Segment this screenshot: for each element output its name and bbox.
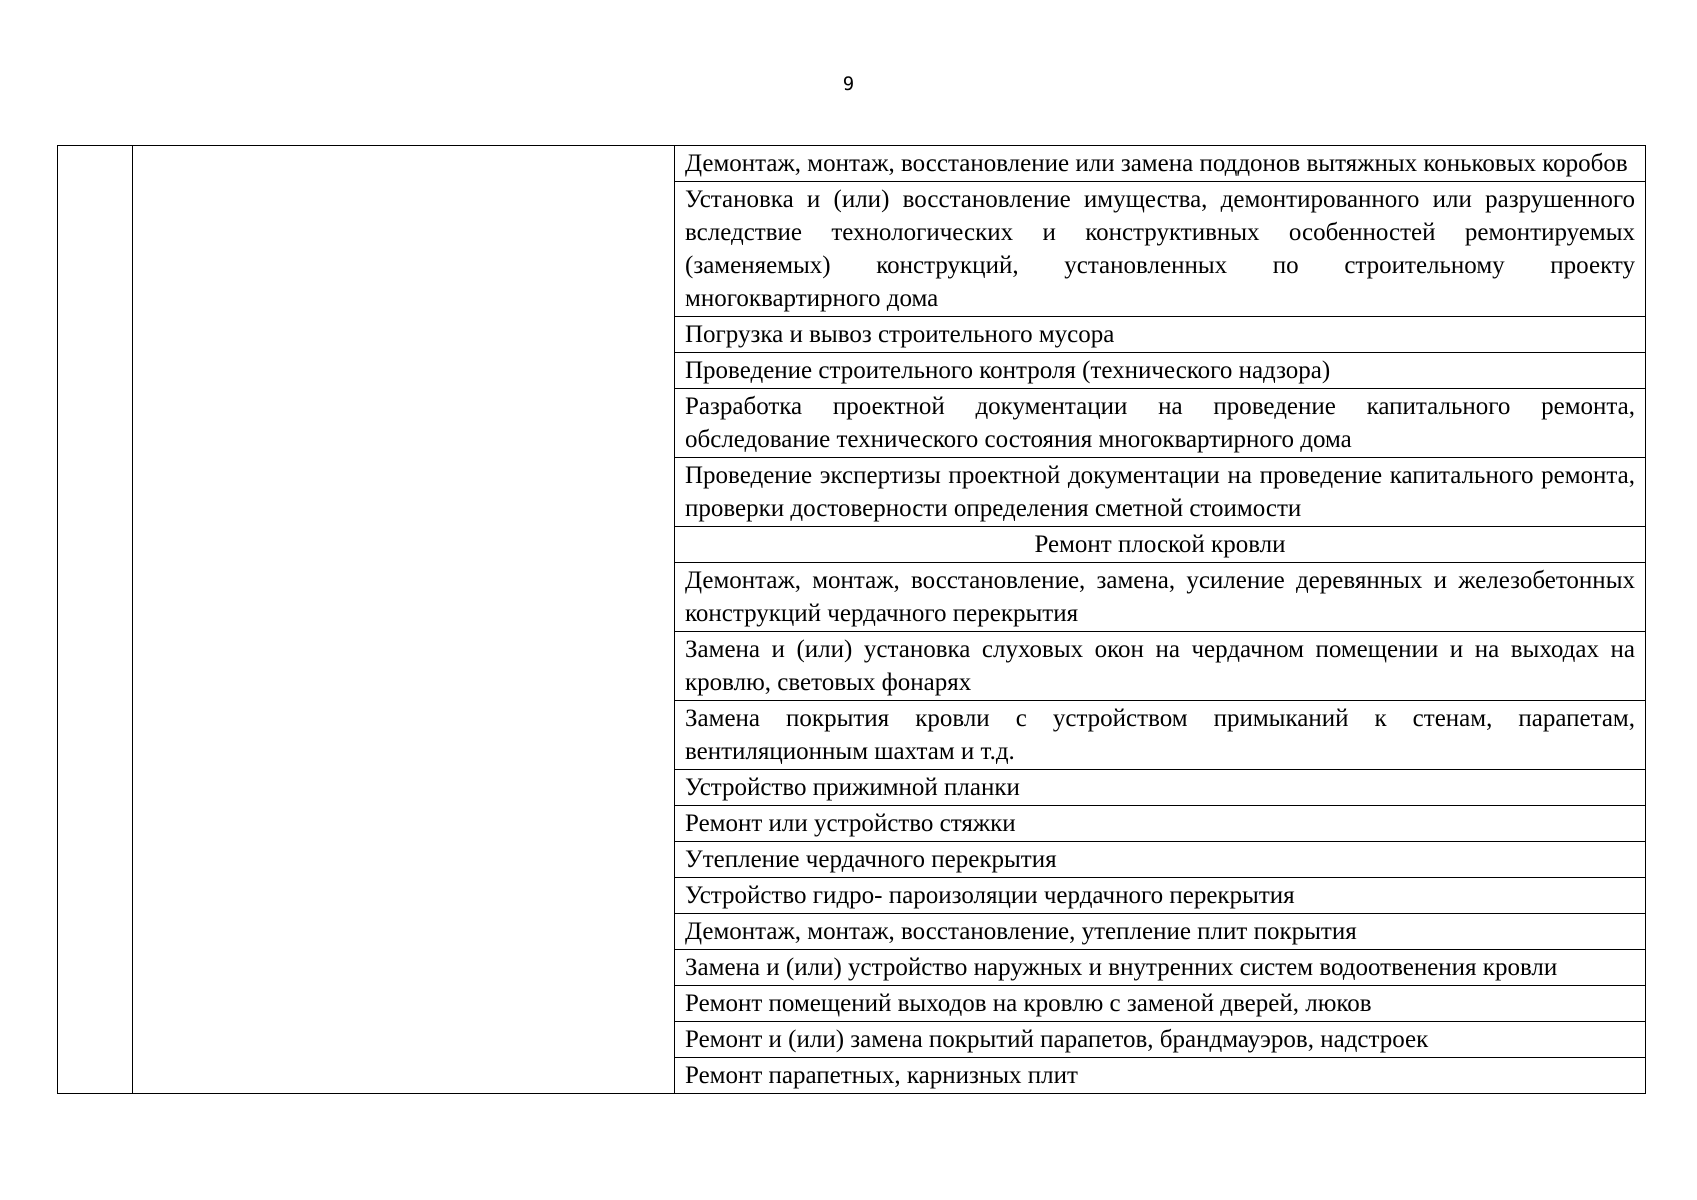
page-number: 9 [842, 73, 855, 95]
work-type-cell: Ремонт и (или) замена покрытий парапетов, брандмауэров, надстроек [675, 1022, 1646, 1058]
section-heading-cell: Ремонт плоской кровли [675, 527, 1646, 563]
work-type-cell: Проведение строительного контроля (технического надзора) [675, 353, 1646, 389]
work-type-cell: Проведение экспертизы проектной документации на проведение капитального ремонта, проверки достоверности определения сметной стоимости [675, 458, 1646, 527]
element-name-cell [133, 146, 675, 1094]
works-table [57, 145, 1646, 1094]
work-type-cell: Устройство гидро- пароизоляции чердачного перекрытия [675, 878, 1646, 914]
work-type-cell: Ремонт парапетных, карнизных плит [675, 1058, 1646, 1094]
work-type-cell: Ремонт помещений выходов на кровлю с заменой дверей, люков [675, 986, 1646, 1022]
work-type-cell: Демонтаж, монтаж, восстановление, утепление плит покрытия [675, 914, 1646, 950]
work-type-cell: Разработка проектной документации на проведение капитального ремонта, обследование технического состояния многоквартирного дома [675, 389, 1646, 458]
work-type-cell: Погрузка и вывоз строительного мусора [675, 317, 1646, 353]
work-type-cell: Замена покрытия кровли с устройством примыканий к стенам, парапетам, вентиляционным шахтам и т.д. [675, 701, 1646, 770]
work-type-cell: Демонтаж, монтаж, восстановление или замена поддонов вытяжных коньковых коробов [675, 146, 1646, 182]
table-row [58, 146, 1646, 182]
works-table-body [58, 146, 1646, 1094]
work-type-cell: Установка и (или) восстановление имущества, демонтированного или разрушенного вследствие технологических и конструктивных особенностей ремонтируемых (заменяемых) конструкций, установленных по строительному проекту многоквартирного дома [675, 182, 1646, 317]
work-type-cell: Замена и (или) установка слуховых окон на чердачном помещении и на выходах на кровлю, световых фонарях [675, 632, 1646, 701]
work-type-cell: Замена и (или) устройство наружных и внутренних систем водоотвенения кровли [675, 950, 1646, 986]
row-number-cell [58, 146, 133, 1094]
work-type-cell: Устройство прижимной планки [675, 770, 1646, 806]
work-type-cell: Утепление чердачного перекрытия [675, 842, 1646, 878]
work-type-cell: Демонтаж, монтаж, восстановление, замена, усиление деревянных и железобетонных конструкций чердачного перекрытия [675, 563, 1646, 632]
work-type-cell: Ремонт или устройство стяжки [675, 806, 1646, 842]
